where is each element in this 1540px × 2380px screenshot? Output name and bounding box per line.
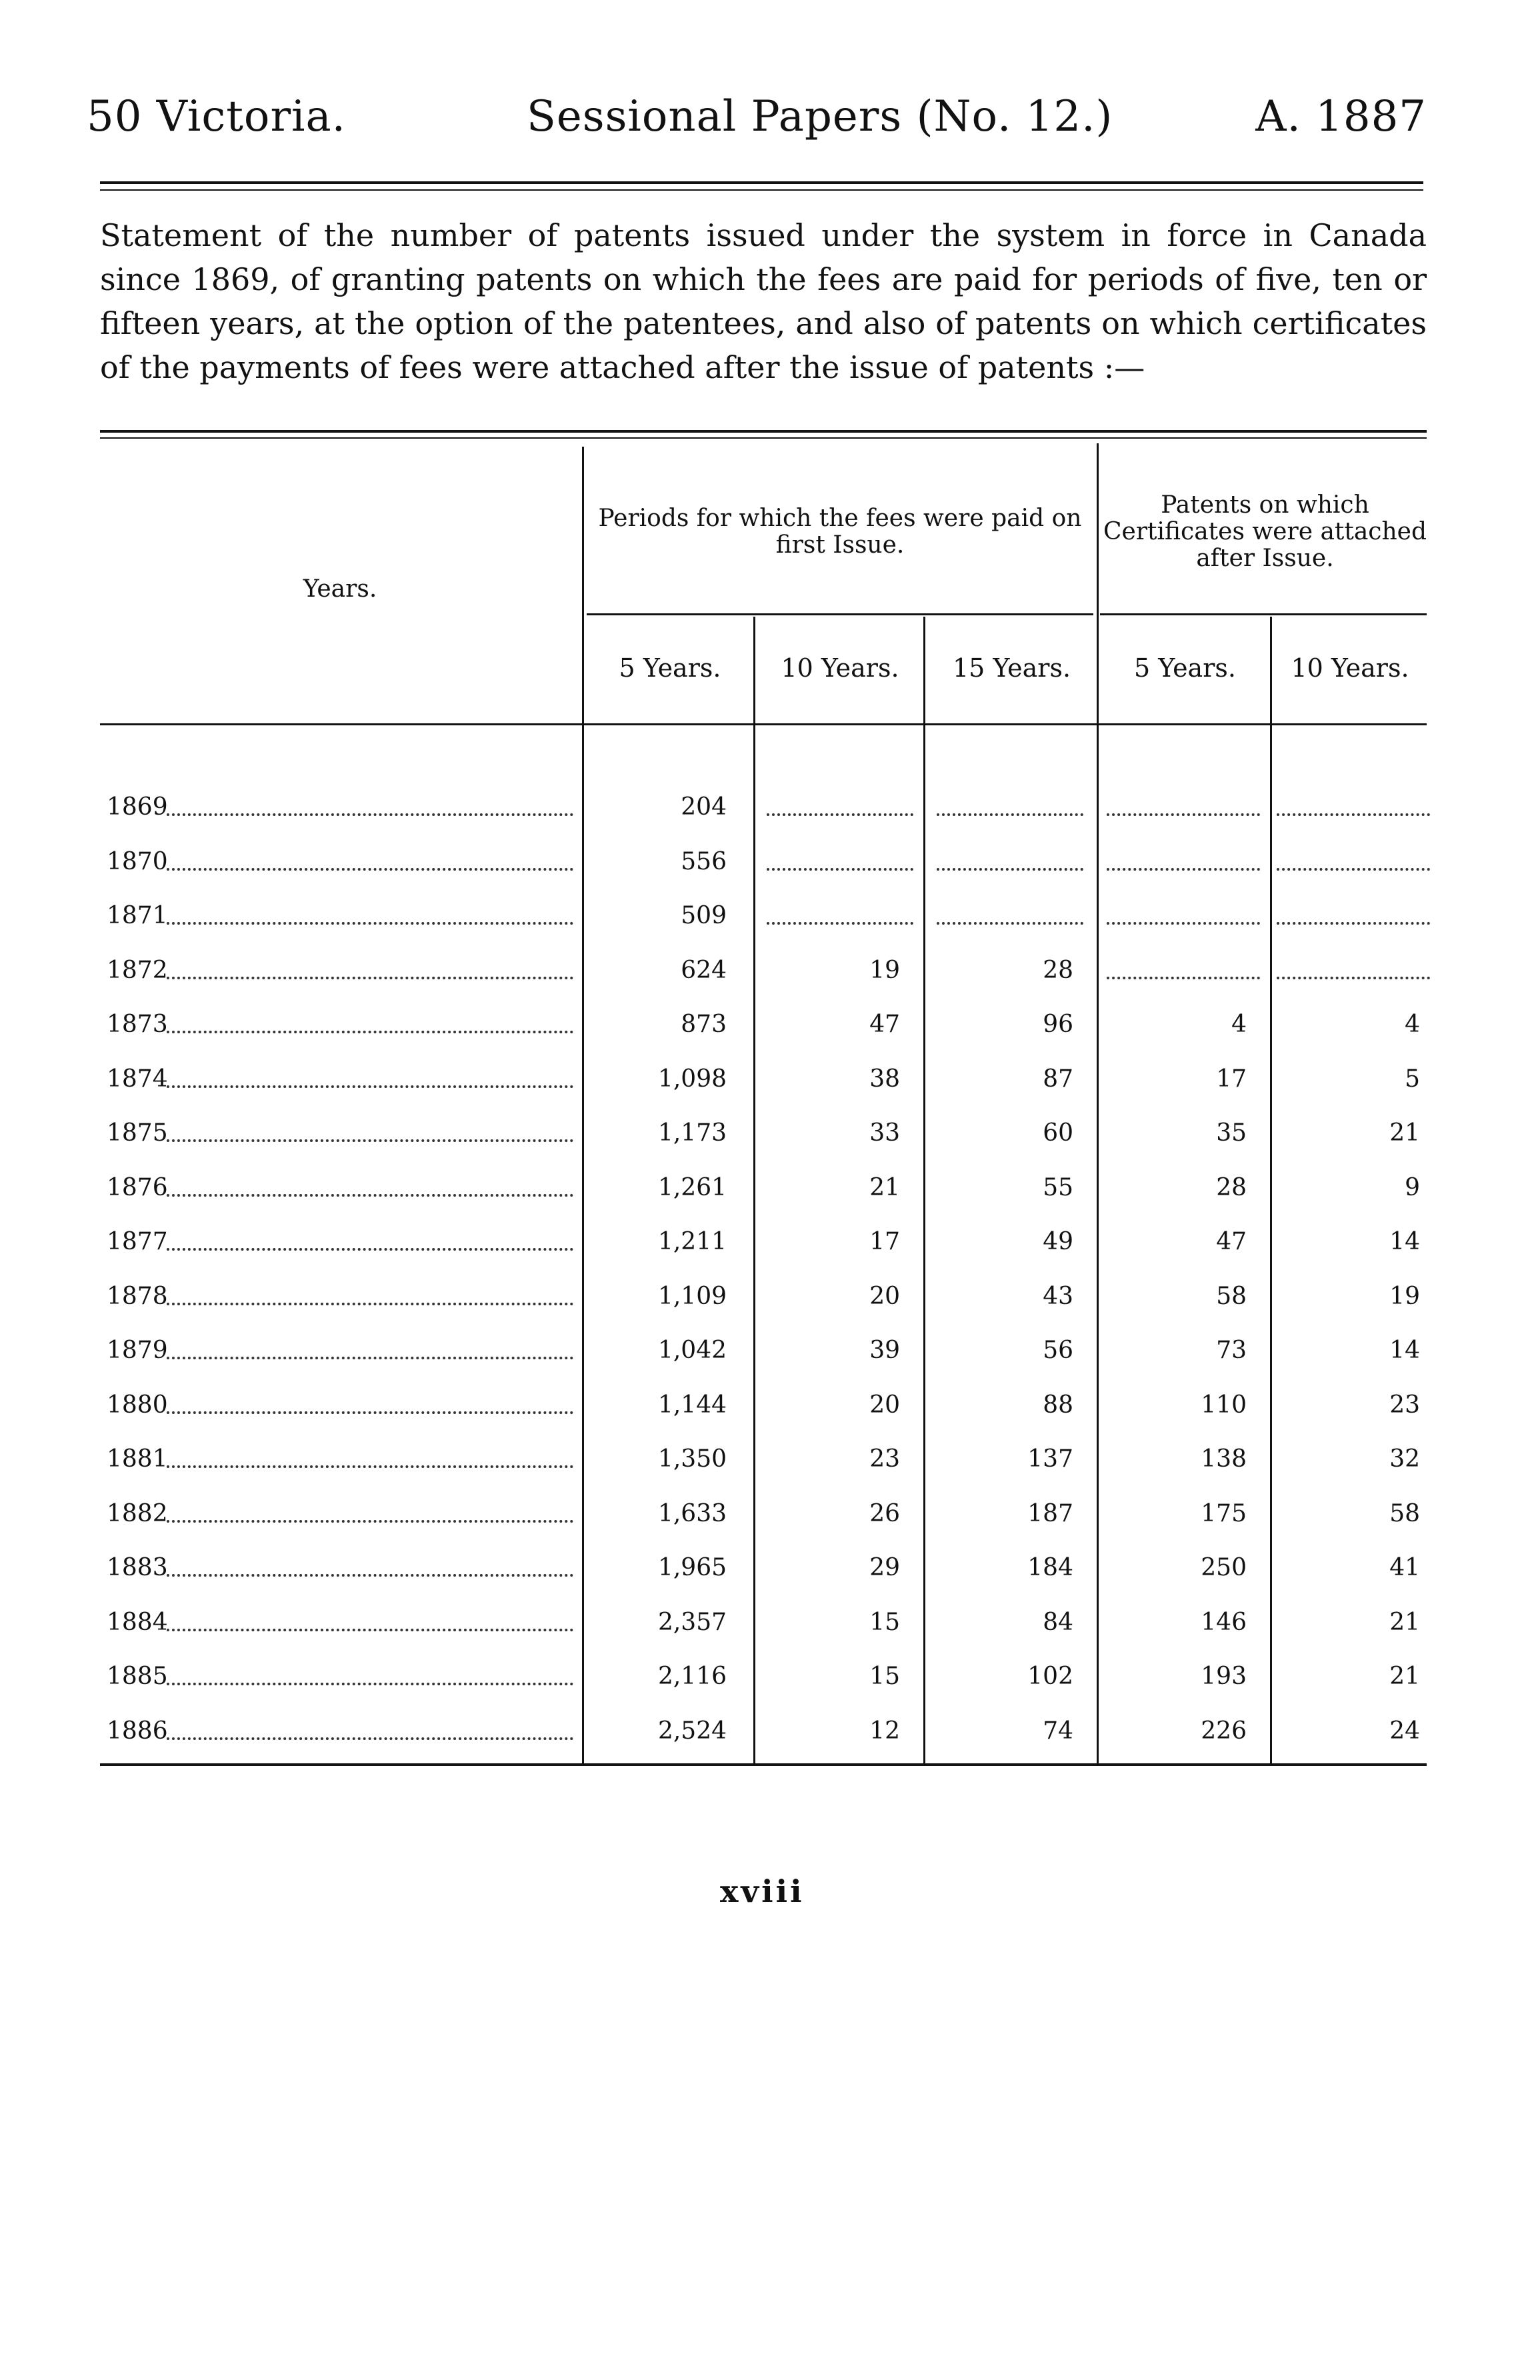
row-value: 4: [1405, 1011, 1420, 1038]
row-value: 73: [1216, 1337, 1247, 1364]
empty-cell-dots: [1277, 868, 1430, 871]
row-year: 1883: [107, 1554, 168, 1581]
row-value: 47: [869, 1011, 900, 1038]
row-year: 1874: [107, 1065, 168, 1093]
row-year: 1877: [107, 1228, 168, 1255]
row-value: 23: [869, 1445, 900, 1473]
row-value: 556: [681, 848, 727, 875]
row-value: 1,261: [657, 1174, 727, 1201]
table-row: [0, 957, 1540, 1010]
empty-cell-dots: [1107, 977, 1260, 979]
table-row: [0, 1065, 1540, 1119]
row-value: 175: [1201, 1500, 1247, 1527]
empty-cell-dots: [1107, 922, 1260, 925]
table-row: [0, 1554, 1540, 1607]
row-value: 41: [1389, 1554, 1420, 1581]
row-value: 47: [1216, 1228, 1247, 1255]
page-number: xviii: [720, 1873, 805, 1909]
leader-dots: [167, 1737, 573, 1740]
row-value: 1,173: [657, 1119, 727, 1147]
row-value: 74: [1043, 1717, 1073, 1745]
leader-dots: [167, 1574, 573, 1577]
row-value: 28: [1216, 1174, 1247, 1201]
row-value: 193: [1201, 1663, 1247, 1690]
years-header: Years.: [303, 575, 377, 603]
col-header-5-years: 5 Years.: [619, 653, 721, 683]
table-row: [0, 1174, 1540, 1227]
row-value: 1,042: [657, 1337, 727, 1364]
header-year: A. 1887: [1255, 92, 1427, 141]
empty-cell-dots: [937, 813, 1083, 816]
leader-dots: [167, 1683, 573, 1685]
group-rule: [1100, 613, 1427, 615]
row-value: 110: [1201, 1391, 1247, 1419]
header-rule-thin: [100, 189, 1423, 191]
row-value: 26: [869, 1500, 900, 1527]
table-top-rule: [100, 430, 1427, 433]
row-value: 1,109: [657, 1283, 727, 1310]
header-title: Sessional Papers (No. 12.): [527, 92, 1113, 141]
leader-dots: [167, 1248, 573, 1251]
row-value: 20: [869, 1391, 900, 1419]
row-value: 32: [1389, 1445, 1420, 1473]
row-value: 4: [1231, 1011, 1247, 1038]
row-value: 21: [869, 1174, 900, 1201]
table-row: [0, 1609, 1540, 1662]
row-value: 1,098: [657, 1065, 727, 1093]
row-value: 38: [869, 1065, 900, 1093]
row-year: 1869: [107, 793, 168, 821]
row-value: 55: [1043, 1174, 1073, 1201]
row-value: 624: [681, 957, 727, 984]
row-value: 1,144: [657, 1391, 727, 1419]
row-year: 1876: [107, 1174, 168, 1201]
header-session: 50 Victoria.: [87, 92, 346, 141]
row-value: 23: [1389, 1391, 1420, 1419]
table-row: [0, 1337, 1540, 1390]
table-row: [0, 1391, 1540, 1445]
empty-cell-dots: [767, 922, 913, 925]
row-year: 1886: [107, 1717, 168, 1745]
empty-cell-dots: [1107, 868, 1260, 871]
row-value: 24: [1389, 1717, 1420, 1745]
row-value: 2,524: [657, 1717, 727, 1745]
row-value: 184: [1027, 1554, 1073, 1581]
leader-dots: [167, 1411, 573, 1414]
row-value: 21: [1389, 1119, 1420, 1147]
statement-paragraph: Statement of the number of patents issued under the system in force in Canada since 1869, of granting patents on which the fees are paid for periods of five, ten or fifteen years, at the option of the patentees, and also of patents on which certificates of the payments of fees were attached after the issue of patents :—: [100, 217, 1427, 385]
row-year: 1884: [107, 1609, 168, 1636]
row-value: 1,633: [657, 1500, 727, 1527]
row-value: 1,350: [657, 1445, 727, 1473]
row-value: 58: [1216, 1283, 1247, 1310]
table-row: [0, 1119, 1540, 1173]
empty-cell-dots: [767, 813, 913, 816]
row-year: 1880: [107, 1391, 168, 1419]
row-year: 1870: [107, 848, 168, 875]
table-row: [0, 902, 1540, 955]
row-value: 20: [869, 1283, 900, 1310]
empty-cell-dots: [1277, 813, 1430, 816]
row-value: 226: [1201, 1717, 1247, 1745]
row-value: 56: [1043, 1337, 1073, 1364]
row-year: 1872: [107, 957, 168, 984]
row-value: 60: [1043, 1119, 1073, 1147]
row-value: 2,357: [657, 1609, 727, 1636]
row-year: 1881: [107, 1445, 168, 1473]
row-value: 250: [1201, 1554, 1247, 1581]
table-row: [0, 1663, 1540, 1716]
table-row: [0, 848, 1540, 901]
row-value: 21: [1389, 1609, 1420, 1636]
row-value: 58: [1389, 1500, 1420, 1527]
row-value: 15: [869, 1663, 900, 1690]
row-value: 14: [1389, 1228, 1420, 1255]
leader-dots: [167, 977, 573, 979]
row-value: 39: [869, 1337, 900, 1364]
row-value: 96: [1043, 1011, 1073, 1038]
col-header-cert-5-years: 5 Years.: [1134, 653, 1236, 683]
leader-dots: [167, 1139, 573, 1142]
empty-cell-dots: [1277, 922, 1430, 925]
header-rule: [100, 181, 1423, 184]
col-header-cert-10-years: 10 Years.: [1291, 653, 1409, 683]
leader-dots: [167, 1194, 573, 1197]
row-value: 17: [869, 1228, 900, 1255]
table-row: [0, 1228, 1540, 1281]
table-row: [0, 1717, 1540, 1771]
row-value: 102: [1027, 1663, 1073, 1690]
row-value: 138: [1201, 1445, 1247, 1473]
row-value: 19: [869, 957, 900, 984]
row-value: 1,211: [657, 1228, 727, 1255]
row-value: 9: [1405, 1174, 1420, 1201]
row-value: 35: [1216, 1119, 1247, 1147]
row-value: 5: [1405, 1065, 1420, 1093]
table-row: [0, 1500, 1540, 1553]
leader-dots: [167, 1031, 573, 1033]
row-value: 2,116: [657, 1663, 727, 1690]
row-value: 87: [1043, 1065, 1073, 1093]
table-row: [0, 1445, 1540, 1499]
empty-cell-dots: [1107, 813, 1260, 816]
row-value: 15: [869, 1609, 900, 1636]
leader-dots: [167, 813, 573, 816]
row-year: 1871: [107, 902, 168, 929]
row-value: 137: [1027, 1445, 1073, 1473]
leader-dots: [167, 1357, 573, 1359]
row-value: 88: [1043, 1391, 1073, 1419]
leader-dots: [167, 1629, 573, 1631]
row-value: 43: [1043, 1283, 1073, 1310]
row-year: 1875: [107, 1119, 168, 1147]
row-value: 187: [1027, 1500, 1073, 1527]
page-header: [87, 92, 1427, 145]
col-header-10-years: 10 Years.: [781, 653, 899, 683]
leader-dots: [167, 1085, 573, 1088]
table-top-rule-thin: [100, 437, 1427, 439]
row-value: 1,965: [657, 1554, 727, 1581]
row-year: 1882: [107, 1500, 168, 1527]
table-row: [0, 1283, 1540, 1336]
row-year: 1873: [107, 1011, 168, 1038]
group-rule: [587, 613, 1093, 615]
row-value: 146: [1201, 1609, 1247, 1636]
leader-dots: [167, 1520, 573, 1523]
certificates-header: Patents on which Certificates were attached after Issue.: [1103, 491, 1427, 572]
empty-cell-dots: [937, 922, 1083, 925]
leader-dots: [167, 868, 573, 871]
row-value: 509: [681, 902, 727, 929]
row-value: 29: [869, 1554, 900, 1581]
leader-dots: [167, 1303, 573, 1305]
row-value: 33: [869, 1119, 900, 1147]
table-row: [0, 793, 1540, 847]
empty-cell-dots: [1277, 977, 1430, 979]
row-value: 17: [1216, 1065, 1247, 1093]
row-value: 14: [1389, 1337, 1420, 1364]
first-issue-header: Periods for which the fees were paid on first Issue.: [598, 505, 1082, 559]
row-year: 1885: [107, 1663, 168, 1690]
row-value: 19: [1389, 1283, 1420, 1310]
row-value: 873: [681, 1011, 727, 1038]
row-value: 49: [1043, 1228, 1073, 1255]
col-header-15-years: 15 Years.: [952, 653, 1071, 683]
header-bottom-rule: [100, 723, 1427, 725]
empty-cell-dots: [937, 868, 1083, 871]
table-row: [0, 1011, 1540, 1064]
row-value: 28: [1043, 957, 1073, 984]
row-value: 204: [681, 793, 727, 821]
row-value: 12: [869, 1717, 900, 1745]
row-value: 84: [1043, 1609, 1073, 1636]
leader-dots: [167, 1465, 573, 1468]
row-year: 1879: [107, 1337, 168, 1364]
empty-cell-dots: [767, 868, 913, 871]
leader-dots: [167, 922, 573, 925]
row-value: 21: [1389, 1663, 1420, 1690]
table-bottom-rule: [100, 1763, 1427, 1766]
row-year: 1878: [107, 1283, 168, 1310]
